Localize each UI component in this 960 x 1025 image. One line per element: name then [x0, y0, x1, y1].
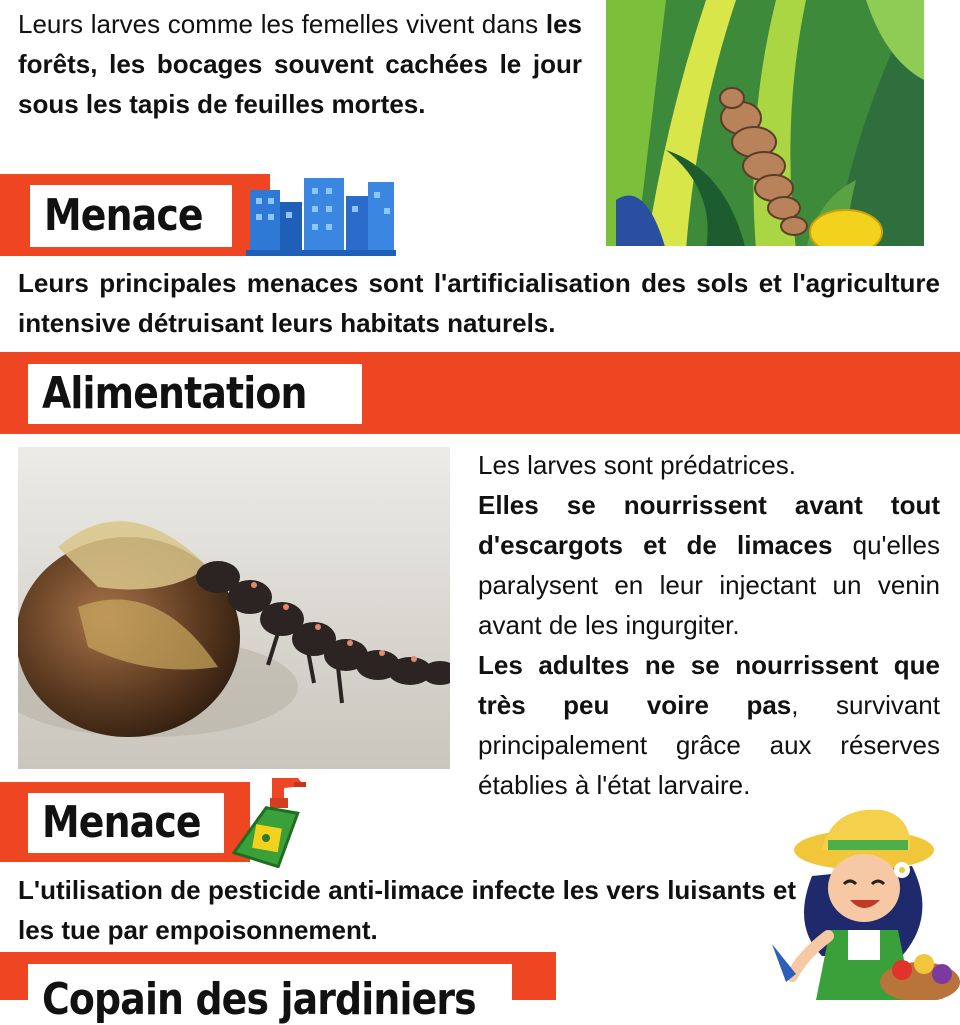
menace-label-box-2 — [28, 793, 224, 853]
alimentation-bold-3: Les adultes ne se nourrissent que très peu voire pas — [478, 650, 940, 720]
copain-title: Copain des jardiniers — [42, 974, 476, 1025]
menace-text-1: Leurs principales menaces sont l'artificialisation des sols et l'agriculture intensive détruisant leurs habitats naturels. — [18, 268, 940, 338]
intro-paragraph — [18, 4, 582, 124]
alimentation-title: Alimentation — [42, 368, 307, 419]
gardener-illustration — [752, 806, 960, 1000]
menace-title-2: Menace — [42, 797, 201, 848]
menace-label-box-1 — [30, 185, 232, 247]
menace-title-1: Menace — [44, 190, 203, 241]
intro-text: Leurs larves comme les femelles vivent dans — [18, 9, 546, 39]
menace-text-2: L'utilisation de pesticide anti-limace infecte les vers luisants et les tue par empoisonnement. — [18, 875, 796, 945]
alimentation-line-1: Les larves sont prédatrices. — [478, 450, 796, 480]
alimentation-paragraph-3 — [478, 645, 940, 805]
larva-snail-photo — [18, 447, 450, 769]
alimentation-text-3: , survivant principalement grâce aux réserves établies à l'état larvaire. — [478, 690, 940, 800]
alimentation-paragraph-2 — [478, 485, 940, 645]
copain-label-box — [28, 964, 512, 1024]
buildings-icon — [246, 172, 396, 256]
intro-bold-text: les forêts, les bocages souvent cachées le jour sous les tapis de feuilles mortes. — [18, 9, 582, 119]
alimentation-text-2: qu'elles paralysent en leur injectant un venin avant de les ingurgiter. — [478, 530, 940, 640]
alimentation-bold-2: Elles se nourrissent avant tout d'escargots et de limaces — [478, 490, 940, 560]
alimentation-text — [478, 445, 940, 805]
pesticide-spray-icon — [232, 772, 312, 868]
alimentation-label-box — [28, 364, 362, 424]
larva-illustration — [606, 0, 924, 258]
